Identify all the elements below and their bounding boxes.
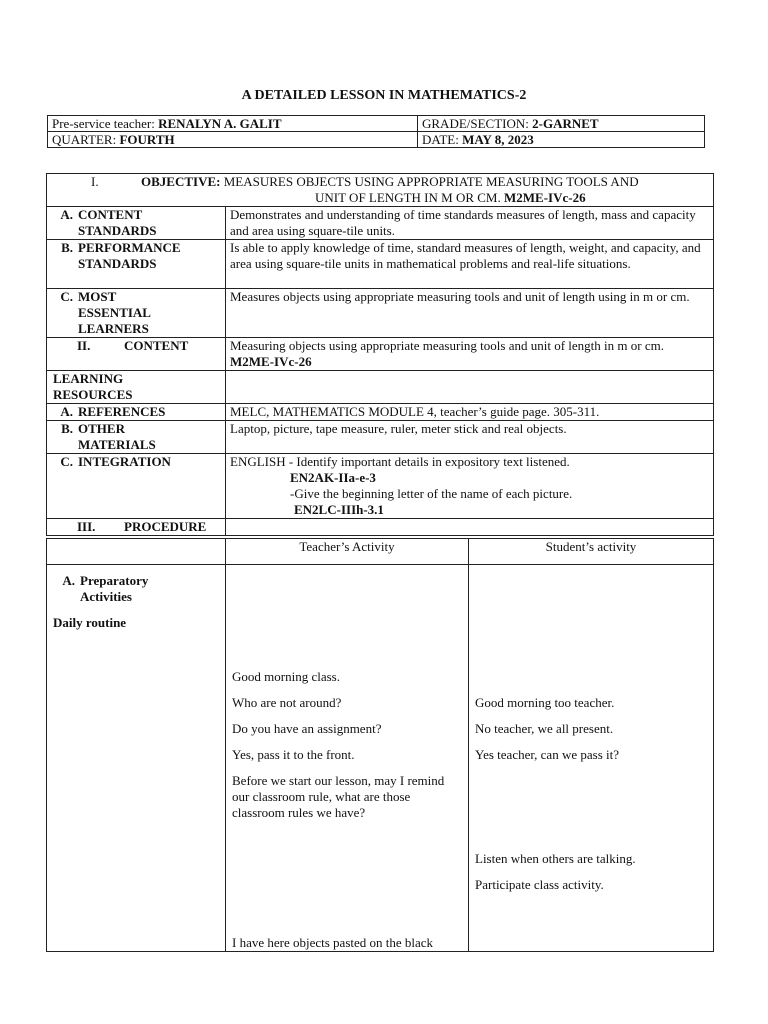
references-label [47,404,226,421]
integration-text [226,454,714,519]
row-letter: B. [61,240,73,255]
objective-text-2: UNIT OF LENGTH IN M OR CM. [315,190,504,205]
grade-label: GRADE/SECTION: [422,116,533,131]
objective-code: M2ME-IVc-26 [503,190,586,205]
teacher-cell [48,116,418,132]
row-letter: C. [60,289,73,304]
procedure-table [46,538,714,952]
references-text: MELC, MATHEMATICS MODULE 4, teacher’s guide page. 305-311. [226,404,714,421]
student-activity-header: Student’s activity [469,539,714,565]
integration-line: -Give the beginning letter of the name of each picture. [290,486,573,501]
label-line: Activities [80,589,132,604]
procedure-blank [226,519,714,536]
teacher-value: RENALYN A. GALIT [158,116,282,131]
row-letter: C. [60,454,73,469]
label-line: STANDARDS [78,256,157,271]
label-line: REFERENCES [78,404,166,419]
label-line: ESSENTIAL [78,305,151,320]
teacher-line: I have here objects pasted on the black [232,935,434,950]
daily-routine-label: Daily routine [53,615,127,630]
integration-code: EN2AK-IIa-e-3 [290,470,376,485]
grade-value: 2-GARNET [532,116,599,131]
other-materials-text: Laptop, picture, tape measure, ruler, meter stick and real objects. [226,421,714,454]
teacher-activity-cell [226,565,469,952]
most-essential-label [47,289,226,338]
proc-header-blank [47,539,226,565]
lesson-plan-table [46,173,714,536]
student-activity-cell [469,565,714,952]
objective-label: OBJECTIVE: [141,174,221,189]
quarter-label: QUARTER: [52,132,120,147]
most-essential-text: Measures objects using appropriate measuring tools and unit of length using in m or cm. [226,289,714,338]
performance-standards-text: Is able to apply knowledge of time, standard measures of length, weight, and capacity, and area using square-tile units in mathematical problems and real-life situations. [226,240,714,289]
integration-code: EN2LC-IIIh-3.1 [294,502,384,517]
objective-numeral: I. [91,174,99,189]
student-line: Yes teacher, can we pass it? [475,747,619,762]
grade-cell [418,116,705,132]
row-letter: A. [60,404,73,419]
label-line: RESOURCES [53,387,133,402]
date-cell [418,132,705,148]
quarter-cell [48,132,418,148]
document-title: A DETAILED LESSON IN MATHEMATICS-2 [241,88,527,103]
teacher-activity-header: Teacher’s Activity [226,539,469,565]
content-standards-text: Demonstrates and understanding of time standards measures of length, mass and capacity and area using square-tile units. [226,207,714,240]
student-line: Good morning too teacher. [475,695,615,710]
content-label [47,338,226,371]
integration-label [47,454,226,519]
content-text [226,338,714,371]
label-line: INTEGRATION [78,454,171,469]
integration-line: ENGLISH - Identify important details in expository text listened. [230,454,570,469]
label-line: OTHER [78,421,125,436]
student-line: Listen when others are talking. [475,851,636,866]
content-standards-label [47,207,226,240]
label-line: LEARNING [53,371,124,386]
performance-standards-label [47,240,226,289]
other-materials-label [47,421,226,454]
label-line: CONTENT [124,338,189,353]
procedure-label [47,519,226,536]
quarter-value: FOURTH [119,132,175,147]
label-line: STANDARDS [78,223,157,238]
label-line: MATERIALS [78,437,156,452]
content-text-line: Measuring objects using appropriate measuring tools and unit of length in m or cm. [230,338,664,353]
proc-section-cell [47,565,226,952]
content-code: M2ME-IVc-26 [230,354,312,369]
teacher-line: Yes, pass it to the front. [232,747,355,762]
row-letter: A. [62,573,75,588]
date-value: MAY 8, 2023 [462,132,534,147]
row-numeral: III. [77,519,96,534]
teacher-line: Who are not around? [232,695,342,710]
label-line: PROCEDURE [124,519,207,534]
date-label: DATE: [422,132,463,147]
label-line: Preparatory [80,573,149,588]
label-line: PERFORMANCE [78,240,181,255]
teacher-label: Pre-service teacher: [52,116,159,131]
teacher-line: Do you have an assignment? [232,721,382,736]
objective-row [47,174,714,207]
teacher-line: Before we start our lesson, may I remind our classroom rule, what are those classroom rules we have? [232,773,445,820]
row-letter: B. [61,421,73,436]
teacher-line: Good morning class. [232,669,340,684]
row-numeral: II. [77,338,91,353]
label-line: CONTENT [78,207,143,222]
objective-text-1: MEASURES OBJECTS USING APPROPRIATE MEASURING TOOLS AND [220,174,639,189]
label-line: MOST [78,289,117,304]
learning-resources-blank [226,371,714,404]
row-letter: A. [60,207,73,222]
header-table [47,115,705,148]
student-line: No teacher, we all present. [475,721,614,736]
learning-resources-label [47,371,226,404]
label-line: LEARNERS [78,321,149,336]
student-line: Participate class activity. [475,877,604,892]
